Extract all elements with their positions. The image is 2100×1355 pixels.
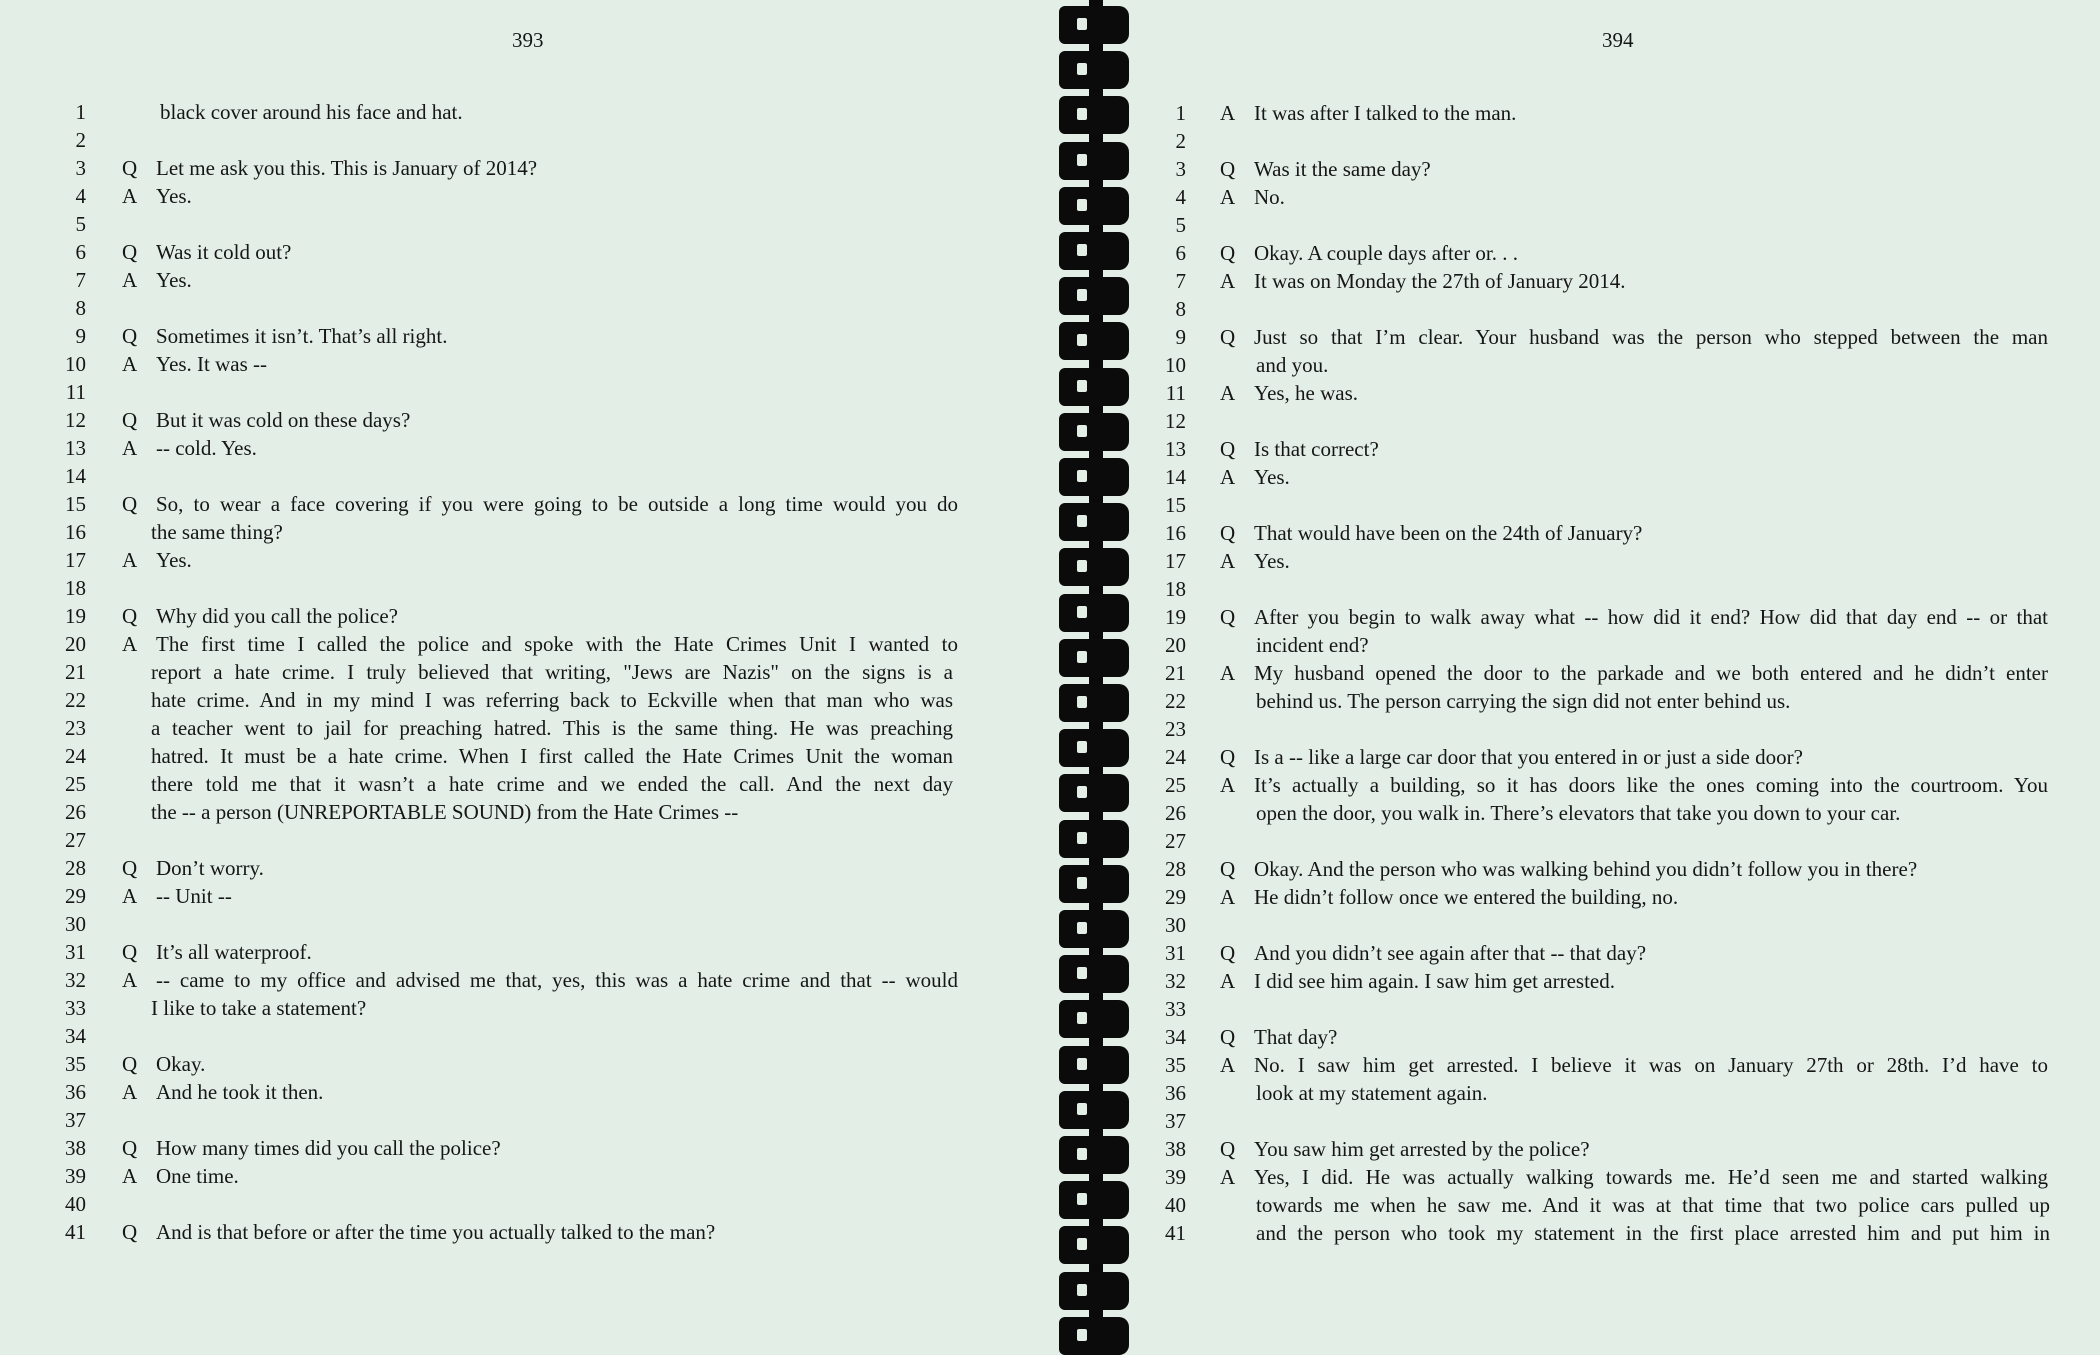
speaker-label: A <box>122 884 138 908</box>
line-number: 10 <box>1165 353 1186 377</box>
transcript-line <box>0 266 1040 294</box>
transcript-line <box>1090 659 2100 687</box>
line-number: 11 <box>1165 381 1186 405</box>
line-number: 37 <box>1165 1109 1186 1133</box>
transcript-line <box>1090 603 2100 631</box>
transcript-line <box>1090 827 2100 855</box>
transcript-line <box>0 1106 1040 1134</box>
line-number: 36 <box>65 1080 86 1104</box>
speaker-label: A <box>1220 969 1236 993</box>
line-number: 10 <box>65 352 86 376</box>
line-number: 7 <box>75 268 86 292</box>
transcript-line <box>1090 435 2100 463</box>
line-text: It was after I talked to the man. <box>1254 101 1517 125</box>
line-text: open the door, you walk in. There’s elevators that take you down to your car. <box>1256 801 1901 825</box>
line-text: How many times did you call the police? <box>156 1136 501 1160</box>
line-text: I like to take a statement? <box>151 996 367 1020</box>
transcript-line <box>1090 155 2100 183</box>
line-number: 18 <box>65 576 86 600</box>
transcript-line <box>0 182 1040 210</box>
line-number: 2 <box>75 128 86 152</box>
speaker-label: Q <box>1220 1137 1236 1161</box>
line-number: 25 <box>65 772 86 796</box>
line-text: Okay. A couple days after or. . . <box>1254 241 1518 265</box>
transcript-line <box>0 658 1040 686</box>
line-text: Yes. <box>156 268 192 292</box>
line-number: 29 <box>1165 885 1186 909</box>
transcript-line <box>0 1022 1040 1050</box>
line-number: 26 <box>65 800 86 824</box>
transcript-line <box>1090 1163 2100 1191</box>
transcript-line <box>0 910 1040 938</box>
line-number: 5 <box>75 212 86 236</box>
line-text: there told me that it wasn’t a hate crime and we ended the call. And the next day <box>151 772 953 796</box>
line-number: 38 <box>1165 1137 1186 1161</box>
transcript-line <box>0 434 1040 462</box>
transcript-line <box>0 574 1040 602</box>
line-text: He didn’t follow once we entered the building, no. <box>1254 885 1679 909</box>
transcript-line <box>0 1050 1040 1078</box>
line-text: -- cold. Yes. <box>156 436 257 460</box>
line-number: 26 <box>1165 801 1186 825</box>
line-text: Yes. <box>1254 465 1290 489</box>
line-text: It was on Monday the 27th of January 2014. <box>1254 269 1626 293</box>
speaker-label: Q <box>122 940 138 964</box>
transcript-line <box>1090 799 2100 827</box>
speaker-label: Q <box>1220 1025 1236 1049</box>
line-number: 41 <box>1165 1221 1186 1245</box>
line-number: 16 <box>1165 521 1186 545</box>
line-text: Just so that I’m clear. Your husband was the person who stepped between the man <box>1254 325 2048 349</box>
transcript-line <box>1090 127 2100 155</box>
line-text: Don’t worry. <box>156 856 264 880</box>
line-text: Is a -- like a large car door that you entered in or just a side door? <box>1254 745 1803 769</box>
line-number: 6 <box>75 240 86 264</box>
line-number: 39 <box>65 1164 86 1188</box>
transcript-line <box>0 742 1040 770</box>
line-text: hate crime. And in my mind I was referring back to Eckville when that man who was <box>151 688 953 712</box>
line-number: 15 <box>1165 493 1186 517</box>
transcript-line <box>1090 967 2100 995</box>
line-number: 14 <box>65 464 86 488</box>
speaker-label: Q <box>1220 745 1236 769</box>
line-text: So, to wear a face covering if you were going to be outside a long time would you do <box>156 492 958 516</box>
speaker-label: A <box>122 968 138 992</box>
line-text: Okay. <box>156 1052 206 1076</box>
line-text: Let me ask you this. This is January of 2014? <box>156 156 538 180</box>
line-text: Why did you call the police? <box>156 604 399 628</box>
transcript-line <box>0 826 1040 854</box>
transcript-line <box>1090 1219 2100 1247</box>
line-number: 22 <box>65 688 86 712</box>
line-text: Is that correct? <box>1254 437 1379 461</box>
page-number: 394 <box>1602 28 1634 52</box>
transcript-lines <box>1090 99 2100 1247</box>
speaker-label: A <box>1220 381 1236 405</box>
line-text: The first time I called the police and spoke with the Hate Crimes Unit I wanted to <box>156 632 958 656</box>
speaker-label: Q <box>122 492 138 516</box>
speaker-label: A <box>1220 773 1236 797</box>
transcript-line <box>0 210 1040 238</box>
line-number: 20 <box>1165 633 1186 657</box>
line-number: 32 <box>65 968 86 992</box>
transcript-line <box>1090 295 2100 323</box>
line-number: 31 <box>1165 941 1186 965</box>
speaker-label: Q <box>122 156 138 180</box>
line-number: 34 <box>1165 1025 1186 1049</box>
transcript-line <box>0 1190 1040 1218</box>
line-text: the -- a person (UNREPORTABLE SOUND) from the Hate Crimes -- <box>151 800 739 824</box>
transcript-line <box>0 1134 1040 1162</box>
transcript-line <box>1090 379 2100 407</box>
transcript-line <box>0 378 1040 406</box>
line-text: My husband opened the door to the parkade and we both entered and he didn’t enter <box>1254 661 2048 685</box>
line-number: 31 <box>65 940 86 964</box>
line-number: 19 <box>65 604 86 628</box>
line-number: 29 <box>65 884 86 908</box>
speaker-label: A <box>1220 269 1236 293</box>
line-text: Okay. And the person who was walking behind you didn’t follow you in there? <box>1254 857 1918 881</box>
transcript-line <box>0 1162 1040 1190</box>
speaker-label: A <box>1220 1165 1236 1189</box>
line-number: 22 <box>1165 689 1186 713</box>
line-text: towards me when he saw me. And it was at that time that two police cars pulled up <box>1256 1193 2050 1217</box>
speaker-label: Q <box>122 1136 138 1160</box>
transcript-line <box>0 98 1040 126</box>
line-number: 1 <box>1175 101 1186 125</box>
transcript-lines <box>0 98 1040 1246</box>
transcript-line <box>1090 855 2100 883</box>
transcript-line <box>0 938 1040 966</box>
line-number: 41 <box>65 1220 86 1244</box>
transcript-line <box>0 1078 1040 1106</box>
line-text: It’s all waterproof. <box>156 940 312 964</box>
line-number: 25 <box>1165 773 1186 797</box>
line-text: report a hate crime. I truly believed that writing, "Jews are Nazis" on the signs is a <box>151 660 953 684</box>
speaker-label: Q <box>122 604 138 628</box>
speaker-label: A <box>1220 549 1236 573</box>
line-number: 23 <box>65 716 86 740</box>
line-text: black cover around his face and hat. <box>160 100 463 124</box>
transcript-line <box>0 966 1040 994</box>
line-number: 38 <box>65 1136 86 1160</box>
transcript-page-right <box>1090 0 2100 1350</box>
line-text: No. I saw him get arrested. I believe it was on January 27th or 28th. I’d have to <box>1254 1053 2048 1077</box>
line-text: After you begin to walk away what -- how did it end? How did that day end -- or that <box>1254 605 2048 629</box>
transcript-page-left <box>0 0 1040 1350</box>
line-number: 40 <box>1165 1193 1186 1217</box>
transcript-line <box>1090 911 2100 939</box>
page-number: 393 <box>512 28 544 52</box>
transcript-line <box>1090 1051 2100 1079</box>
line-text: That would have been on the 24th of January? <box>1254 521 1643 545</box>
transcript-line <box>1090 715 2100 743</box>
line-number: 6 <box>1175 241 1186 265</box>
line-number: 4 <box>1175 185 1186 209</box>
speaker-label: Q <box>122 1220 138 1244</box>
speaker-label: A <box>122 184 138 208</box>
transcript-line <box>1090 771 2100 799</box>
line-number: 28 <box>1165 857 1186 881</box>
line-text: That day? <box>1254 1025 1338 1049</box>
transcript-line <box>1090 99 2100 127</box>
transcript-line <box>1090 547 2100 575</box>
line-number: 13 <box>1165 437 1186 461</box>
line-text: a teacher went to jail for preaching hatred. This is the same thing. He was preaching <box>151 716 953 740</box>
line-text: No. <box>1254 185 1285 209</box>
line-number: 13 <box>65 436 86 460</box>
line-text: I did see him again. I saw him get arrested. <box>1254 969 1615 993</box>
transcript-line <box>1090 491 2100 519</box>
speaker-label: Q <box>1220 437 1236 461</box>
speaker-label: A <box>1220 885 1236 909</box>
transcript-line <box>0 462 1040 490</box>
line-number: 2 <box>1175 129 1186 153</box>
line-number: 40 <box>65 1192 86 1216</box>
transcript-line <box>0 854 1040 882</box>
transcript-line <box>0 770 1040 798</box>
line-number: 19 <box>1165 605 1186 629</box>
line-text: Sometimes it isn’t. That’s all right. <box>156 324 448 348</box>
line-number: 37 <box>65 1108 86 1132</box>
line-number: 23 <box>1165 717 1186 741</box>
line-number: 4 <box>75 184 86 208</box>
transcript-line <box>1090 211 2100 239</box>
transcript-line <box>1090 323 2100 351</box>
speaker-label: A <box>1220 1053 1236 1077</box>
line-text: Yes. <box>156 548 192 572</box>
transcript-line <box>1090 1107 2100 1135</box>
speaker-label: Q <box>1220 241 1236 265</box>
line-number: 3 <box>1175 157 1186 181</box>
transcript-line <box>1090 183 2100 211</box>
transcript-line <box>1090 743 2100 771</box>
line-number: 24 <box>1165 745 1186 769</box>
line-number: 35 <box>65 1052 86 1076</box>
transcript-line <box>1090 883 2100 911</box>
line-number: 15 <box>65 492 86 516</box>
transcript-line <box>1090 575 2100 603</box>
line-number: 30 <box>65 912 86 936</box>
speaker-label: A <box>122 352 138 376</box>
line-number: 9 <box>75 324 86 348</box>
line-number: 8 <box>1175 297 1186 321</box>
transcript-line <box>0 238 1040 266</box>
line-number: 24 <box>65 744 86 768</box>
line-text: behind us. The person carrying the sign did not enter behind us. <box>1256 689 1791 713</box>
line-text: You saw him get arrested by the police? <box>1254 1137 1590 1161</box>
line-number: 12 <box>1165 409 1186 433</box>
line-number: 33 <box>65 996 86 1020</box>
transcript-line <box>0 518 1040 546</box>
transcript-line <box>0 630 1040 658</box>
line-number: 27 <box>65 828 86 852</box>
line-number: 17 <box>1165 549 1186 573</box>
transcript-line <box>1090 519 2100 547</box>
line-number: 18 <box>1165 577 1186 601</box>
line-text: and the person who took my statement in the first place arrested him and put him in <box>1256 1221 2050 1245</box>
transcript-line <box>1090 995 2100 1023</box>
line-text: And he took it then. <box>156 1080 324 1104</box>
line-number: 7 <box>1175 269 1186 293</box>
line-text: the same thing? <box>151 520 283 544</box>
speaker-label: Q <box>122 408 138 432</box>
speaker-label: Q <box>1220 325 1236 349</box>
transcript-line <box>0 546 1040 574</box>
transcript-line <box>1090 939 2100 967</box>
line-text: And you didn’t see again after that -- that day? <box>1254 941 1647 965</box>
line-text: hatred. It must be a hate crime. When I first called the Hate Crimes Unit the woman <box>151 744 953 768</box>
line-number: 1 <box>75 100 86 124</box>
transcript-line <box>0 798 1040 826</box>
line-text: Was it the same day? <box>1254 157 1431 181</box>
transcript-line <box>0 350 1040 378</box>
line-text: Yes, I did. He was actually walking towards me. He’d seen me and started walking <box>1254 1165 2048 1189</box>
line-number: 14 <box>1165 465 1186 489</box>
line-number: 20 <box>65 632 86 656</box>
line-text: and you. <box>1256 353 1329 377</box>
line-text: Yes. It was -- <box>156 352 268 376</box>
line-text: look at my statement again. <box>1256 1081 1488 1105</box>
speaker-label: Q <box>122 324 138 348</box>
speaker-label: Q <box>122 856 138 880</box>
line-number: 17 <box>65 548 86 572</box>
line-number: 12 <box>65 408 86 432</box>
line-number: 21 <box>1165 661 1186 685</box>
speaker-label: A <box>122 548 138 572</box>
line-number: 21 <box>65 660 86 684</box>
speaker-label: Q <box>1220 157 1236 181</box>
line-number: 33 <box>1165 997 1186 1021</box>
transcript-line <box>0 490 1040 518</box>
line-number: 32 <box>1165 969 1186 993</box>
speaker-label: A <box>122 436 138 460</box>
line-number: 39 <box>1165 1165 1186 1189</box>
transcript-line <box>1090 239 2100 267</box>
line-text: Yes, he was. <box>1254 381 1359 405</box>
line-number: 36 <box>1165 1081 1186 1105</box>
line-number: 34 <box>65 1024 86 1048</box>
speaker-label: Q <box>1220 941 1236 965</box>
line-text: But it was cold on these days? <box>156 408 411 432</box>
transcript-line <box>0 714 1040 742</box>
speaker-label: A <box>122 268 138 292</box>
line-text: -- Unit -- <box>156 884 232 908</box>
line-text: Yes. <box>1254 549 1290 573</box>
transcript-line <box>1090 267 2100 295</box>
line-text: One time. <box>156 1164 239 1188</box>
line-text: -- came to my office and advised me that, yes, this was a hate crime and that -- would <box>156 968 958 992</box>
line-number: 5 <box>1175 213 1186 237</box>
transcript-line <box>0 686 1040 714</box>
line-number: 35 <box>1165 1053 1186 1077</box>
speaker-label: Q <box>122 1052 138 1076</box>
line-number: 30 <box>1165 913 1186 937</box>
transcript-line <box>0 322 1040 350</box>
transcript-line <box>0 406 1040 434</box>
line-text: Was it cold out? <box>156 240 292 264</box>
line-text: Yes. <box>156 184 192 208</box>
speaker-label: A <box>1220 661 1236 685</box>
speaker-label: A <box>1220 101 1236 125</box>
line-number: 9 <box>1175 325 1186 349</box>
transcript-line <box>1090 1079 2100 1107</box>
speaker-label: Q <box>1220 857 1236 881</box>
line-number: 27 <box>1165 829 1186 853</box>
speaker-label: Q <box>1220 605 1236 629</box>
transcript-line <box>1090 687 2100 715</box>
transcript-line <box>0 994 1040 1022</box>
transcript-line <box>0 154 1040 182</box>
line-number: 3 <box>75 156 86 180</box>
transcript-line <box>1090 351 2100 379</box>
transcript-line <box>0 126 1040 154</box>
transcript-line <box>1090 463 2100 491</box>
speaker-label: Q <box>1220 521 1236 545</box>
line-number: 8 <box>75 296 86 320</box>
transcript-line <box>0 294 1040 322</box>
line-text: It’s actually a building, so it has doors like the ones coming into the courtroom. You <box>1254 773 2048 797</box>
speaker-label: A <box>1220 185 1236 209</box>
transcript-line <box>0 1218 1040 1246</box>
transcript-line <box>1090 631 2100 659</box>
speaker-label: Q <box>122 240 138 264</box>
line-number: 28 <box>65 856 86 880</box>
line-text: incident end? <box>1256 633 1369 657</box>
transcript-line <box>0 602 1040 630</box>
line-number: 11 <box>65 380 86 404</box>
line-text: And is that before or after the time you actually talked to the man? <box>156 1220 716 1244</box>
transcript-line <box>1090 407 2100 435</box>
line-number: 16 <box>65 520 86 544</box>
transcript-line <box>0 882 1040 910</box>
speaker-label: A <box>122 1164 138 1188</box>
speaker-label: A <box>122 632 138 656</box>
transcript-line <box>1090 1023 2100 1051</box>
transcript-line <box>1090 1191 2100 1219</box>
transcript-line <box>1090 1135 2100 1163</box>
speaker-label: A <box>122 1080 138 1104</box>
speaker-label: A <box>1220 465 1236 489</box>
